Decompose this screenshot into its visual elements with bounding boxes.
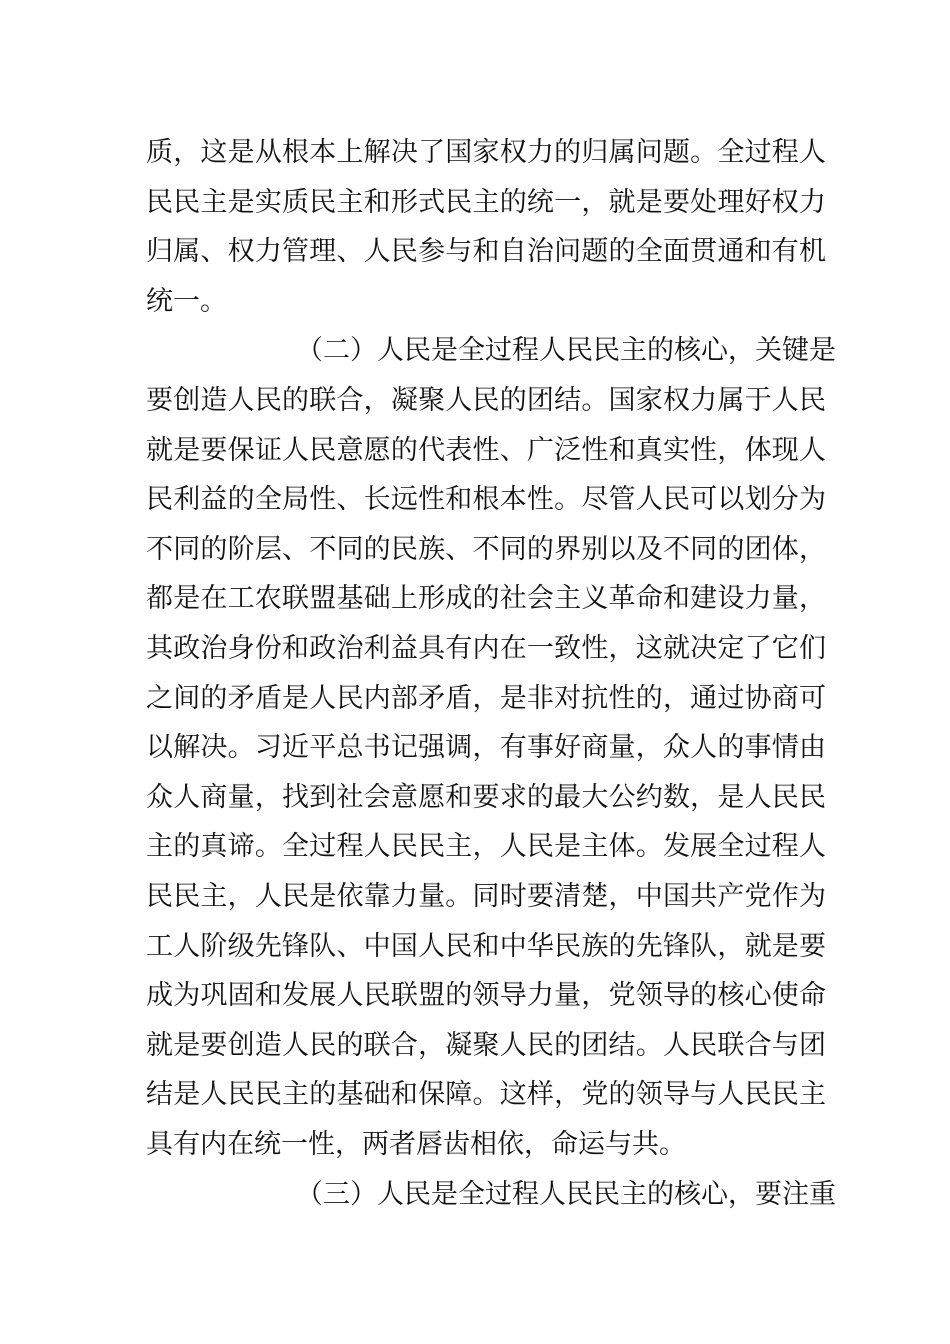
- text-line: 就是要创造人民的联合，凝聚人民的团结。人民联合与团: [146, 1029, 826, 1061]
- paragraph-heading-line: （二）人民是全过程人民民主的核心，关键是: [296, 335, 836, 367]
- text-line: 具有内在统一性，两者唇齿相依，命运与共。: [146, 1129, 686, 1160]
- text-line: 主的真谛。全过程人民民主，人民是主体。发展全过程人: [146, 831, 826, 863]
- text-line: 统一。: [146, 285, 227, 317]
- text-line: 成为巩固和发展人民联盟的领导力量，党领导的核心使命: [146, 980, 826, 1012]
- text-line: 民利益的全局性、长远性和根本性。尽管人民可以划分为: [146, 484, 826, 516]
- text-line: 都是在工农联盟基础上形成的社会主义革命和建设力量，: [146, 583, 826, 615]
- text-line: 质，这是从根本上解决了国家权力的归属问题。全过程人: [146, 137, 826, 168]
- text-line: 工人阶级先锋队、中国人民和中华民族的先锋队，就是要: [146, 930, 826, 962]
- text-line: 之间的矛盾是人民内部矛盾，是非对抗性的，通过协商可: [146, 682, 826, 714]
- text-line: 以解决。习近平总书记强调，有事好商量，众人的事情由: [146, 732, 826, 764]
- text-line: 归属、权力管理、人民参与和自治问题的全面贯通和有机: [146, 236, 826, 268]
- text-line: 结是人民民主的基础和保障。这样，党的领导与人民民主: [146, 1079, 826, 1111]
- text-line: 民民主，人民是依靠力量。同时要清楚，中国共产党作为: [146, 881, 826, 912]
- text-line: 要创造人民的联合，凝聚人民的团结。国家权力属于人民: [146, 385, 826, 416]
- text-line: 众人商量，找到社会意愿和要求的最大公约数，是人民民: [146, 781, 826, 813]
- text-line: 民民主是实质民主和形式民主的统一，就是要处理好权力: [146, 186, 826, 218]
- paragraph-heading-line: （三）人民是全过程人民民主的核心，要注重: [296, 1178, 836, 1210]
- text-line: 其政治身份和政治利益具有内在一致性，这就决定了它们: [146, 633, 826, 664]
- text-line: 就是要保证人民意愿的代表性、广泛性和真实性，体现人: [146, 434, 826, 466]
- text-line: 不同的阶层、不同的民族、不同的界别以及不同的团体，: [146, 533, 826, 565]
